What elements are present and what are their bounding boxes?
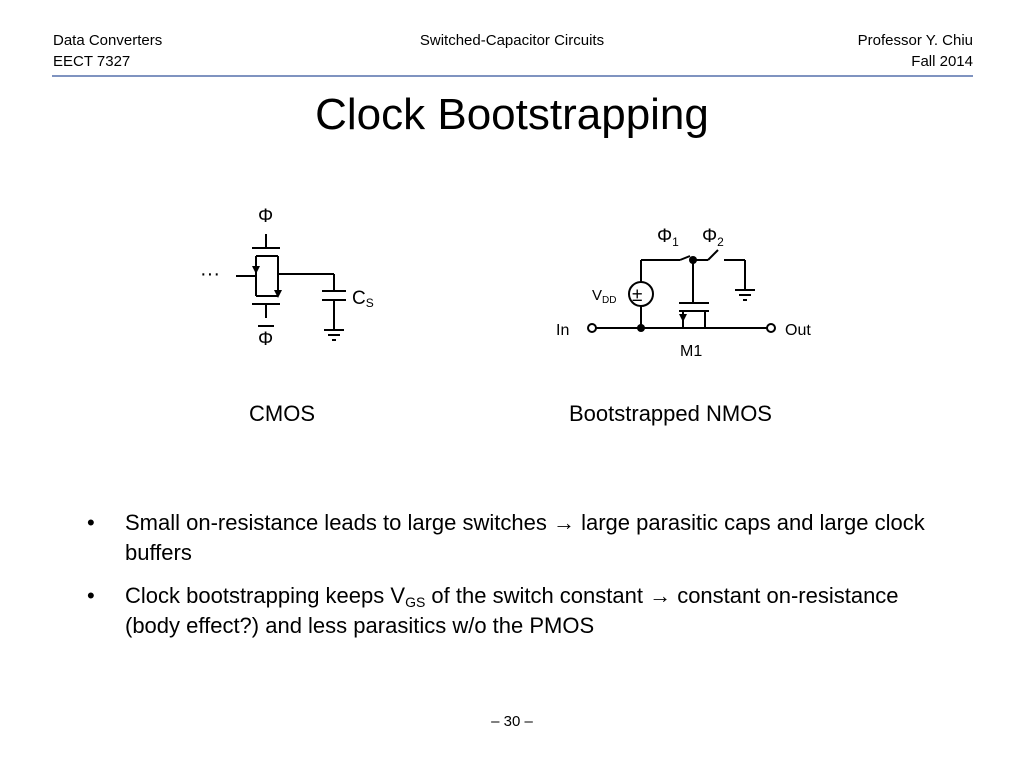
in-label: In — [556, 322, 570, 339]
nmos-caption: Bootstrapped NMOS — [569, 401, 772, 426]
vdd-label: $V_{DD}$ — [592, 287, 617, 306]
bullet-text: Small on-resistance leads to large switches → large parasitic caps and large clock buffers — [125, 510, 925, 565]
cmos-phi-bar-label: Φ — [258, 329, 274, 350]
bullet-list — [87, 508, 947, 654]
cmos-cap-label: CS — [352, 288, 374, 310]
cmos-input-dots: ··· — [200, 263, 220, 285]
term: Fall 2014 — [911, 53, 973, 70]
m1-arrow-icon — [679, 314, 687, 322]
page-number: – 30 – — [491, 713, 533, 730]
cmos-switch-schematic — [236, 234, 346, 340]
nmos-arrow-icon — [252, 266, 260, 274]
cmos-phi-label: Φ — [258, 206, 274, 227]
phi2-label: $\Phi_2$ — [702, 226, 724, 249]
bullet-text-post: of the switch constant → constant on-resistance (body effect?) and less parasitics w/o the PMOS — [125, 583, 899, 638]
course-code: EECT 7327 — [53, 53, 131, 70]
slide-title: Clock Bootstrapping — [315, 90, 709, 139]
bullet-symbol: • — [87, 583, 95, 608]
vdd-pm-label: ± — [632, 285, 643, 306]
in-terminal — [588, 324, 596, 332]
bullet-item-1 — [87, 508, 947, 568]
out-terminal — [767, 324, 775, 332]
bullet-text-pre: Clock bootstrapping keeps V — [125, 583, 406, 608]
m1-label: M1 — [680, 343, 703, 360]
out-label: Out — [785, 322, 811, 339]
instructor-name: Professor Y. Chiu — [857, 32, 973, 49]
bullet-item-2 — [87, 581, 947, 641]
cmos-caption: CMOS — [249, 401, 315, 426]
bullet-symbol: • — [87, 510, 95, 535]
input-node-dot — [637, 324, 645, 332]
bullet-subscript: GS — [405, 594, 426, 610]
header-topic: Switched-Capacitor Circuits — [419, 32, 605, 49]
gate-node-dot — [689, 256, 697, 264]
course-name: Data Converters — [53, 32, 163, 49]
phi1-label: $\Phi_1$ — [657, 226, 679, 249]
